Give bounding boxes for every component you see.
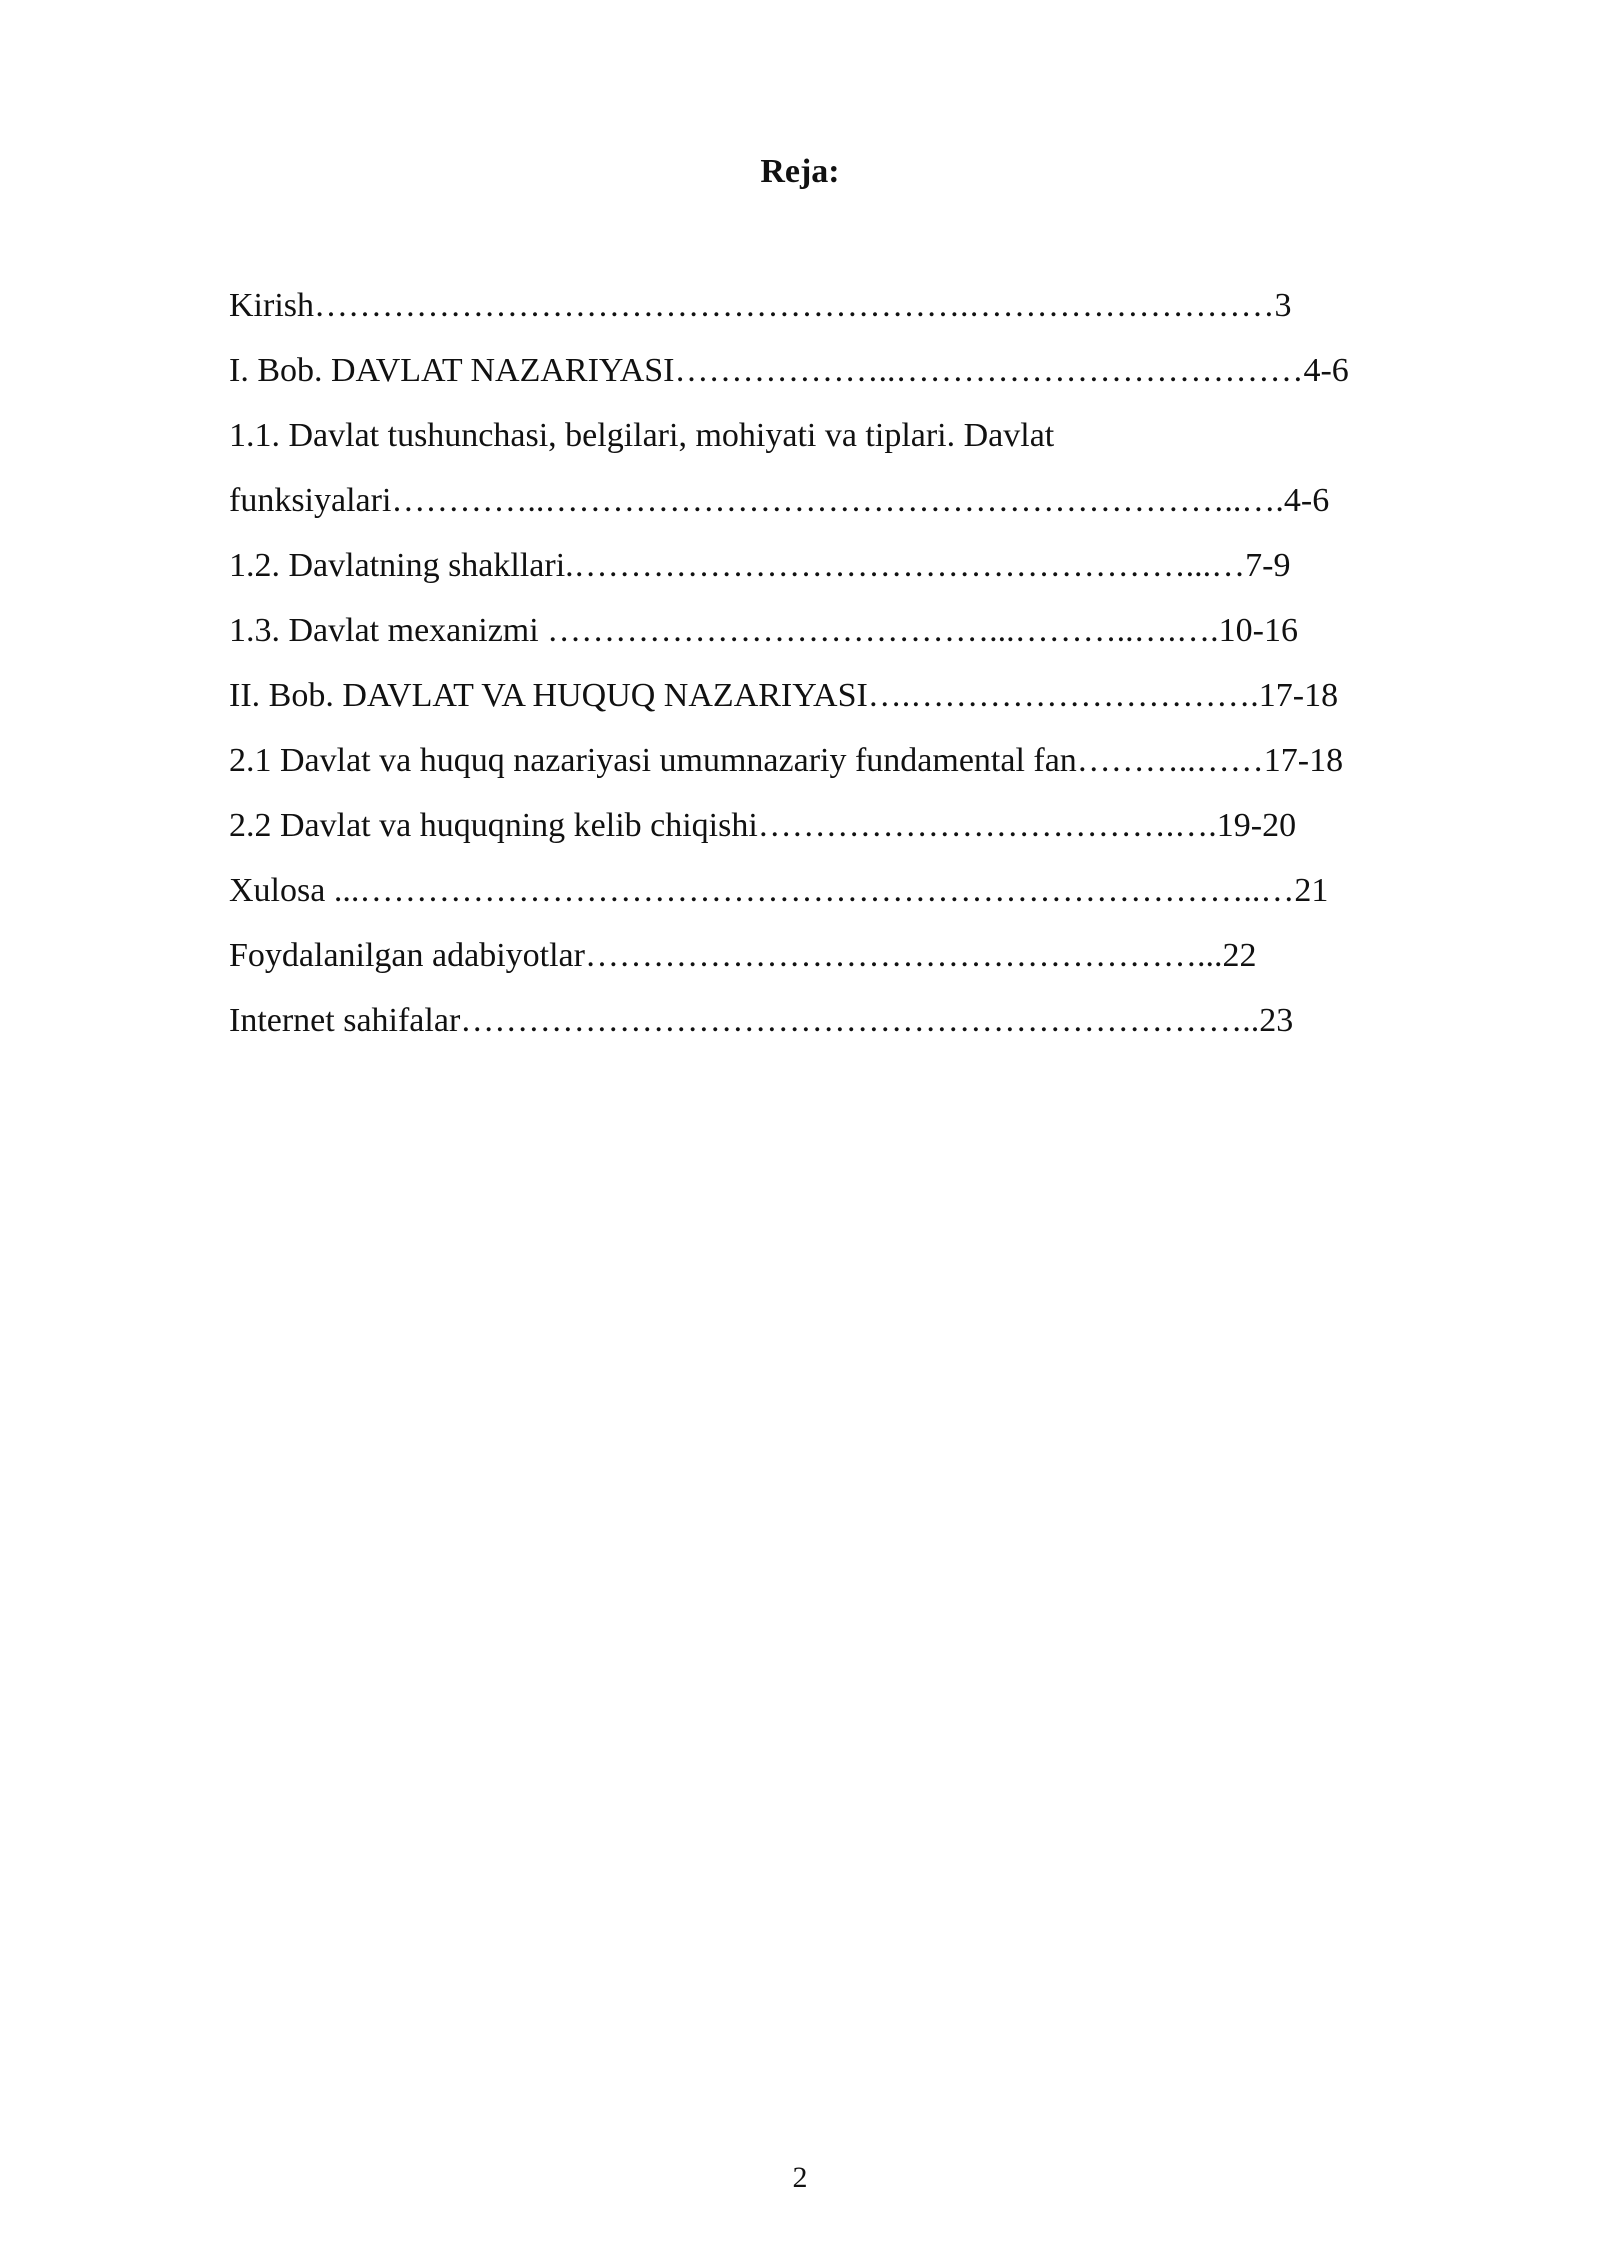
toc-line: funksiyalari…………..……………………………………………………..….4-6 (229, 482, 1330, 519)
toc-line: Kirish………………………………………………….………………………3 (229, 287, 1292, 324)
table-of-contents (229, 284, 1499, 1064)
page-title: Reja: (760, 153, 840, 190)
toc-line: Xulosa ...……………………………………………………………………..…21 (229, 872, 1329, 909)
toc-line: 1.2. Davlatning shakllari.………………………………………………...…7-9 (229, 547, 1291, 584)
toc-line: 1.1. Davlat tushunchasi, belgilari, mohiyati va tiplari. Davlat (229, 417, 1055, 454)
toc-line: Foydalanilgan adabiyotlar………………………………………………...22 (229, 937, 1257, 974)
toc-line: 1.3. Davlat mexanizmi …………………………………...………..….….10-16 (229, 612, 1299, 649)
page-number: 2 (792, 2161, 808, 2194)
toc-line: 2.1 Davlat va huquq nazariyasi umumnazariy fundamental fan………..……17-18 (229, 742, 1344, 779)
toc-line: I. Bob. DAVLAT NAZARIYASI………………..………………………………4-6 (229, 352, 1349, 389)
toc-line: Internet sahifalar……………………………………………………………..23 (229, 1002, 1294, 1039)
toc-line: II. Bob. DAVLAT VA HUQUQ NAZARIYASI….………………………….17-18 (229, 677, 1339, 714)
toc-line: 2.2 Davlat va huquqning kelib chiqishi……………………………….….19-20 (229, 807, 1297, 844)
